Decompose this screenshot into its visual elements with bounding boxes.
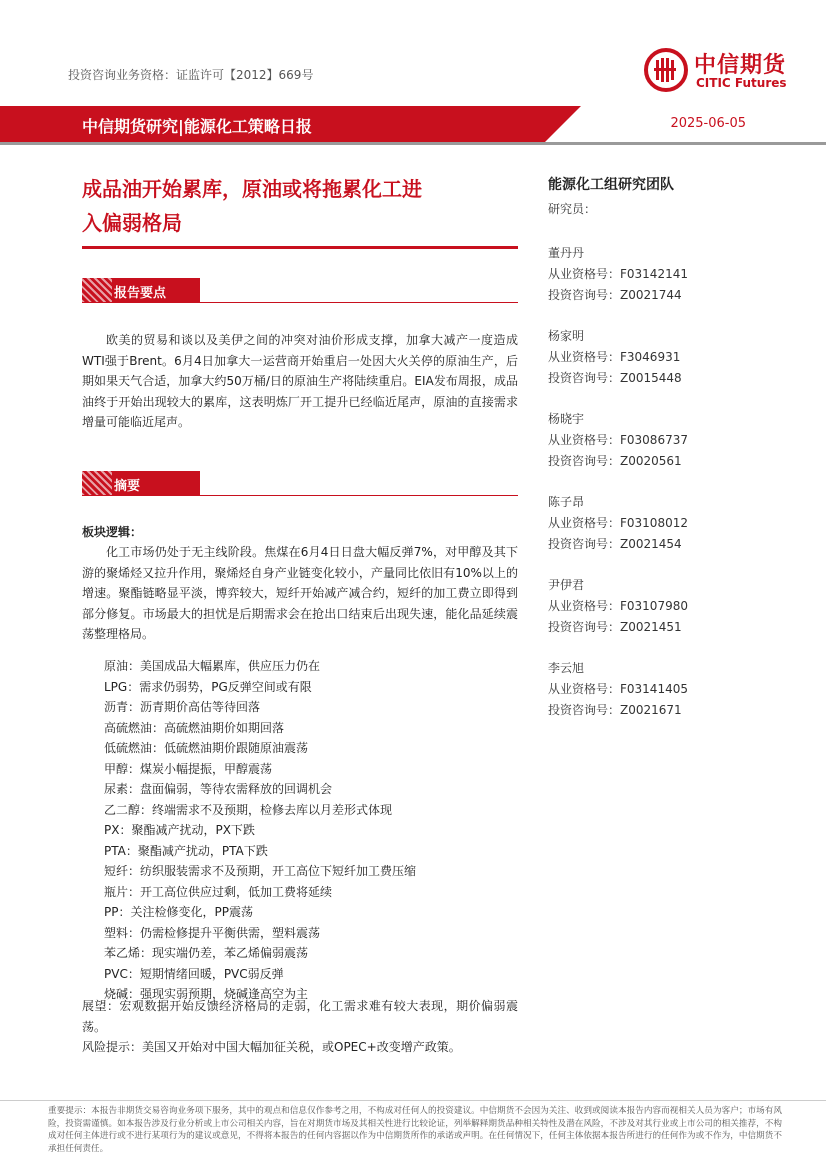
list-item: 低硫燃油：低硫燃油期价跟随原油震荡 — [104, 741, 309, 755]
list-item: 沥青：沥青期价高估等待回落 — [104, 700, 261, 714]
researcher-label: 研究员： — [548, 202, 597, 216]
commodity-list — [104, 656, 524, 1005]
banner-title: 中信期货研究|能源化工策略日报 — [82, 117, 312, 136]
disclaimer-text: 重要提示：本报告非期货交易咨询业务项下服务，其中的观点和信息仅作参考之用，不构成对任何人的投资建议。中信期货不会因为关注、收到或阅读本报告内容而视相关人员为客户；市场有风险，投资需谨慎。如本报告涉及行业分析或上市公司相关内容，旨在对期货市场及其相关性进行比较论证，列举解释期货品种相关特性及潜在风险，不涉及对其行业或上市公司的相关推荐，不构成对任何主体进行或不进行某项行为的建议或意见，不得将本报告的任何内容据以作为中信期货所作的承诺或声明。在任何情况下，任何主体依据本报告所进行的任何作为或不作为，中信期货不承担任何责任。 — [48, 1106, 782, 1154]
list-item: PTA：聚酯减产扰动，PTA下跌 — [104, 843, 268, 858]
list-item: 原油：美国成品大幅累库，供应压力仍在 — [104, 659, 321, 673]
analyst-cert: 从业资格号：F03086737 — [548, 433, 688, 447]
analyst-consult: 投资咨询号：Z0015448 — [548, 371, 682, 385]
title-divider — [82, 246, 518, 249]
footer-divider — [0, 1100, 826, 1101]
logic-heading: 板块逻辑： — [82, 525, 143, 539]
analyst-card — [548, 326, 778, 389]
analyst-name: 李云旭 — [548, 661, 585, 675]
analyst-card — [548, 575, 778, 638]
analyst-consult: 投资咨询号：Z0021454 — [548, 537, 682, 551]
logo-en-text: CITIC Futures — [696, 76, 787, 90]
list-item: 塑料：仍需检修提升平衡供需，塑料震荡 — [104, 925, 321, 940]
list-item: 烧碱：强现实弱预期，烧碱逢高空为主 — [104, 987, 309, 1001]
analyst-card — [548, 243, 778, 306]
section-header-abstract — [82, 471, 518, 495]
list-item: PVC：短期情绪回暖，PVC弱反弹 — [104, 966, 284, 981]
analyst-name: 董丹丹 — [548, 246, 585, 260]
analyst-cert: 从业资格号：F03107980 — [548, 599, 688, 613]
team-title: 能源化工组研究团队 — [548, 177, 674, 193]
list-item: LPG：需求仍弱势，PG反弹空间或有限 — [104, 679, 312, 694]
analyst-cert: 从业资格号：F03108012 — [548, 516, 688, 530]
section-label-summary: 报告要点 — [114, 286, 167, 301]
report-date: 2025-06-05 — [670, 116, 746, 131]
logic-paragraph: 化工市场仍处于无主线阶段。焦煤在6月4日日盘大幅反弹7%，对甲醇及其下游的聚烯烃又拉升作用，聚烯烃自身产业链变化较小，产量同比依旧有10%以上的增速。聚酯链略显平淡，博弈较大，短纤开始减产减合约，短纤的加工费立即得到部分修复。市场最大的担忧是后期需求会在抢出口结束后出现失速，能化品延续震荡整理格局。 — [82, 545, 518, 641]
summary-paragraph: 欧美的贸易和谈以及美伊之间的冲突对油价形成支撑，加拿大减产一度造成WTI强于Brent。6月4日加拿大一运营商开始重启一处因大火关停的原油生产，后期如果天气合适，加拿大约50万桶/日的原油生产将陆续重启。EIA发布周报，成品油终于开始出现较大的累库，这表明炼厂开工提升已经临近尾声，原油的直接需求增量可能临近尾声。 — [82, 333, 518, 429]
citic-logo-icon — [644, 48, 688, 92]
analyst-card — [548, 409, 778, 472]
analyst-cert: 从业资格号：F03142141 — [548, 267, 688, 281]
list-item: 尿素：盘面偏弱，等待农需释放的回调机会 — [104, 782, 333, 796]
analyst-cert: 从业资格号：F3046931 — [548, 350, 681, 364]
analyst-name: 杨家明 — [548, 329, 585, 343]
outlook-paragraph: 展望：宏观数据开始反馈经济格局的走弱，化工需求难有较大表现，期价偏弱震荡。 — [82, 999, 518, 1034]
analyst-consult: 投资咨询号：Z0021744 — [548, 288, 682, 302]
analyst-name: 尹伊君 — [548, 578, 585, 592]
analyst-card — [548, 658, 778, 721]
page-title-line1: 成品油开始累库，原油或将拖累化工进 — [82, 177, 422, 201]
analyst-name: 陈子昂 — [548, 495, 585, 509]
report-banner — [0, 106, 826, 142]
analyst-consult: 投资咨询号：Z0021451 — [548, 620, 682, 634]
list-item: 苯乙烯：现实端仍差，苯乙烯偏弱震荡 — [104, 946, 309, 960]
license-text: 投资咨询业务资格：证监许可【2012】669号 — [68, 68, 314, 82]
list-item: PX：聚酯减产扰动，PX下跌 — [104, 823, 255, 837]
page-title — [82, 172, 522, 240]
risk-paragraph: 风险提示：美国又开始对中国大幅加征关税，或OPEC+改变增产政策。 — [82, 1040, 461, 1054]
list-item: PP：关注检修变化，PP震荡 — [104, 905, 253, 919]
list-item: 高硫燃油：高硫燃油期价如期回落 — [104, 720, 285, 735]
logo-cn-text: 中信期货 — [694, 53, 787, 78]
analyst-cert: 从业资格号：F03141405 — [548, 682, 688, 696]
company-logo — [644, 46, 804, 98]
research-team-sidebar — [548, 174, 778, 721]
list-item: 甲醇：煤炭小幅提振，甲醇震荡 — [104, 761, 273, 776]
list-item: 短纤：纺织服装需求不及预期，开工高位下短纤加工费压缩 — [104, 864, 417, 878]
page-title-line2: 入偏弱格局 — [82, 211, 182, 235]
list-item: 乙二醇：终端需求不及预期，检修去库以月差形式体现 — [104, 802, 393, 817]
analyst-name: 杨晓宇 — [548, 412, 585, 426]
section-label-abstract: 摘要 — [114, 479, 141, 494]
analyst-consult: 投资咨询号：Z0020561 — [548, 454, 682, 468]
analyst-consult: 投资咨询号：Z0021671 — [548, 703, 682, 717]
analyst-card — [548, 492, 778, 555]
section-header-summary — [82, 278, 518, 302]
list-item: 瓶片：开工高位供应过剩，低加工费将延续 — [104, 884, 333, 899]
